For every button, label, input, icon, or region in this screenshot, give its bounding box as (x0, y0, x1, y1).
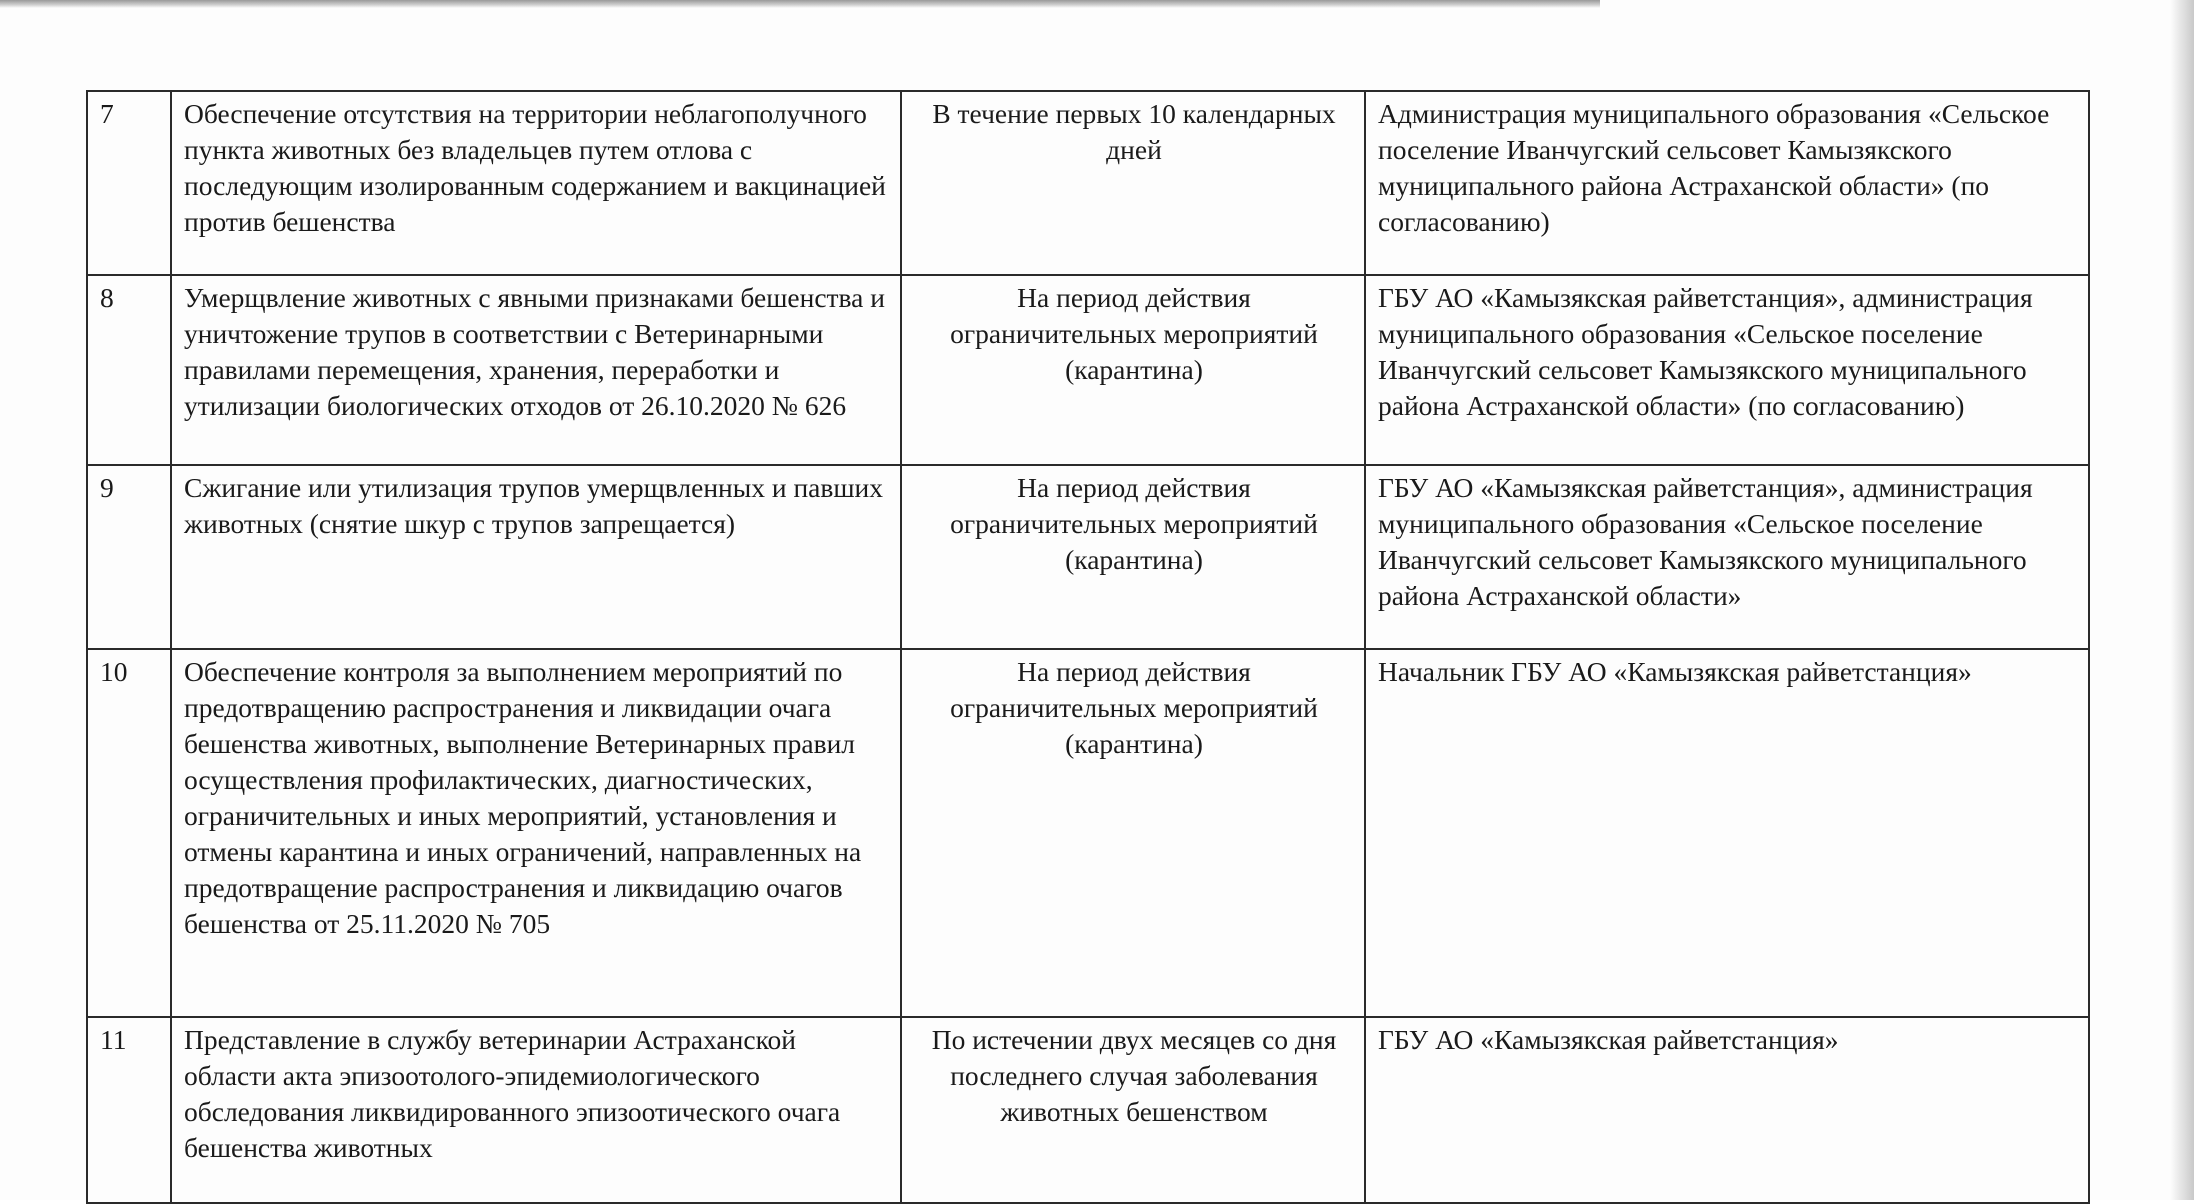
measure-description: Представление в службу ветеринарии Астраханской области акта эпизоотолого-эпидемиологического обследования ликвидированного эпизоотического очага бешенства животных (171, 1017, 901, 1203)
measure-description: Умерщвление животных с явными признаками бешенства и уничтожение трупов в соответствии с Ветеринарными правилами перемещения, хранения, переработки и утилизации биологических отходов от 26.10.2020 № 626 (171, 275, 901, 465)
measure-executor: ГБУ АО «Камызякская райветстанция» (1365, 1017, 2089, 1203)
measure-period: На период действия ограничительных мероприятий (карантина) (901, 465, 1365, 649)
scan-edge-top (0, 0, 1600, 8)
measure-period: На период действия ограничительных мероприятий (карантина) (901, 649, 1365, 1017)
measure-description: Обеспечение отсутствия на территории неблагополучного пункта животных без владельцев путем отлова с последующим изолированным содержанием и вакцинацией против бешенства (171, 91, 901, 275)
row-number: 9 (87, 465, 171, 649)
scan-edge-right (2170, 0, 2194, 1200)
row-number: 7 (87, 91, 171, 275)
measure-period: На период действия ограничительных мероприятий (карантина) (901, 275, 1365, 465)
table-row (87, 91, 2089, 275)
measure-executor: ГБУ АО «Камызякская райветстанция», администрация муниципального образования «Сельское поселение Иванчугский сельсовет Камызякского муниципального района Астраханской области» (1365, 465, 2089, 649)
measure-period: По истечении двух месяцев со дня последнего случая заболевания животных бешенством (901, 1017, 1365, 1203)
measures-table (86, 90, 2090, 1204)
row-number: 8 (87, 275, 171, 465)
table-row (87, 465, 2089, 649)
table-row (87, 275, 2089, 465)
measure-executor: Начальник ГБУ АО «Камызякская райветстанция» (1365, 649, 2089, 1017)
measure-period: В течение первых 10 календарных дней (901, 91, 1365, 275)
measure-executor: ГБУ АО «Камызякская райветстанция», администрация муниципального образования «Сельское поселение Иванчугский сельсовет Камызякского муниципального района Астраханской области» (по согласованию) (1365, 275, 2089, 465)
measure-description: Обеспечение контроля за выполнением мероприятий по предотвращению распространения и ликвидации очага бешенства животных, выполнение Ветеринарных правил осуществления профилактических, диагностических, ограничительных и иных мероприятий, установления и отмены карантина и иных ограничений, направленных на предотвращение распространения и ликвидацию очагов бешенства от 25.11.2020 № 705 (171, 649, 901, 1017)
table-row (87, 649, 2089, 1017)
table-row (87, 1017, 2089, 1203)
row-number: 11 (87, 1017, 171, 1203)
row-number: 10 (87, 649, 171, 1017)
measure-executor: Администрация муниципального образования «Сельское поселение Иванчугский сельсовет Камызякского муниципального района Астраханской области» (по согласованию) (1365, 91, 2089, 275)
measure-description: Сжигание или утилизация трупов умерщвленных и павших животных (снятие шкур с трупов запрещается) (171, 465, 901, 649)
